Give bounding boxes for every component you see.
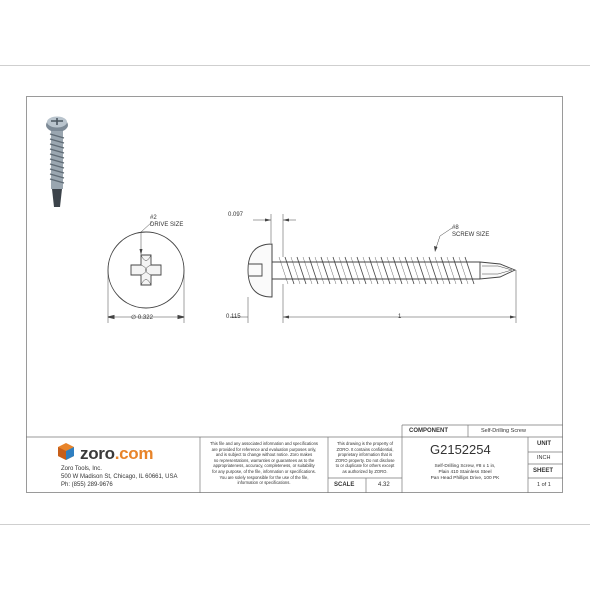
scale-value: 4.32: [378, 482, 390, 488]
property-line: This drawing is the property of: [336, 441, 394, 446]
head-side-dimension: 0.115: [226, 314, 241, 320]
property-notice-text: [330, 441, 400, 475]
front-view: [108, 222, 184, 323]
disclaimer-line: no representations, warranties or guarantees as to the: [213, 457, 315, 463]
property-line: proprietary information that is: [337, 452, 393, 458]
scale-label: SCALE: [334, 482, 355, 488]
property-line: to or duplicate for others except: [335, 463, 395, 469]
screw-size-text: SCREW SIZE: [452, 232, 490, 238]
head-height-dimension: 0.097: [228, 212, 244, 218]
unit-value: INCH: [537, 455, 551, 461]
component-label: COMPONENT: [409, 428, 448, 434]
property-line: ZORO. It contains confidential,: [336, 446, 394, 452]
company-address-block: [61, 465, 178, 489]
disclaimer-line: are provided for reference and evaluation purposes only,: [211, 446, 317, 452]
property-line: ZORO property. Do not disclose: [335, 457, 395, 463]
disclaimer-line: appropriateness, accuracy, completeness, or suitability: [213, 463, 315, 469]
drive-size-callout: [150, 215, 183, 229]
company-phone: Ph: (855) 289-9676: [61, 482, 113, 488]
disclaimer-line: You are solely responsible for the use of the file,: [219, 474, 309, 480]
drive-size-text: DRIVE SIZE: [150, 222, 184, 228]
component-value: Self-Drilling Screw: [481, 428, 526, 434]
drive-size-number: #2: [150, 215, 157, 221]
diameter-dimension: ∅ 0.322: [131, 315, 153, 321]
zoro-logo-text: [80, 444, 153, 464]
screw-thumbnail-icon: [46, 117, 68, 208]
description-line: Plain 410 Stainless Steel: [438, 470, 492, 475]
property-line: as authorized by ZORO.: [342, 468, 388, 474]
screw-size-number: #8: [452, 225, 459, 231]
disclaimer-line: information or specifications.: [237, 480, 291, 486]
disclaimer-line: and is subject to change without notice. Zoro makes: [215, 452, 313, 458]
sheet-value: 1 of 1: [537, 482, 551, 488]
disclaimer-text: [202, 441, 326, 486]
logo-main-text: zoro: [80, 444, 115, 463]
sheet-label: SHEET: [533, 468, 554, 474]
unit-label: UNIT: [537, 441, 551, 447]
description-line: Pan Head Phillips Drive, 100 PK: [430, 476, 500, 481]
disclaimer-line: This file and any associated information and specifications: [209, 441, 318, 446]
company-name: Zoro Tools, Inc.: [61, 466, 102, 472]
zoro-logo-icon: [58, 443, 74, 460]
part-description: [404, 464, 526, 482]
company-address: 500 W Madison St, Chicago, IL 60661, USA: [61, 474, 178, 480]
screw-size-callout: [452, 225, 489, 239]
disclaimer-line: for any purpose, of the file, information or specifications.: [212, 468, 316, 474]
part-number: G2152254: [430, 442, 491, 457]
length-dimension: 1: [398, 314, 402, 320]
description-line: Self-Drilling Screw, #8 x 1 in,: [434, 464, 496, 469]
logo-suffix-text: .com: [114, 444, 154, 463]
